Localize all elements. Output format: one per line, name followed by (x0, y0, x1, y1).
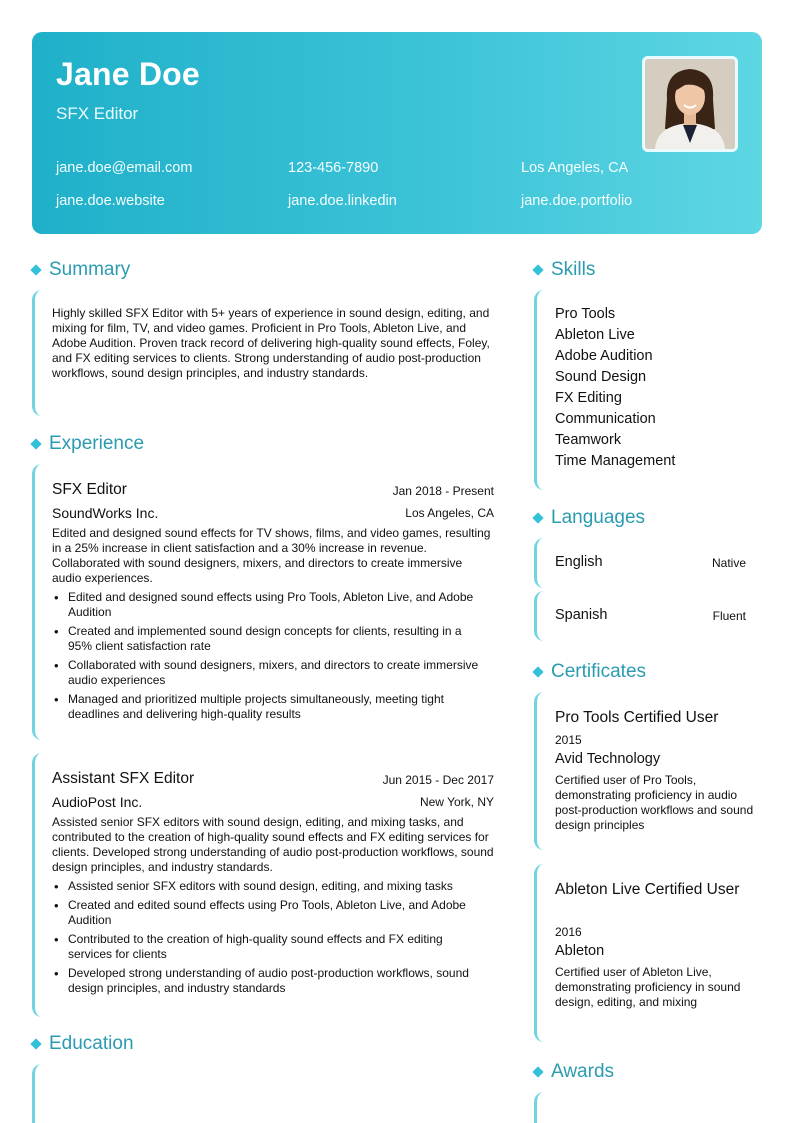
skill-item: Adobe Audition (555, 348, 653, 364)
certificates-heading-label: Certificates (551, 661, 647, 682)
diamond-icon (532, 264, 543, 275)
job-location: Los Angeles, CA (405, 506, 494, 520)
list-item: • Managed and prioritized multiple projects simultaneously, meeting tight deadlines and delivering high-quality results (52, 692, 482, 722)
language-level: Native (711, 556, 746, 570)
skills-heading-label: Skills (551, 259, 596, 280)
summary-text: Highly skilled SFX Editor with 5+ years of experience in sound design, editing, and mixing for film, TV, and video games. Proficient in Pro Tools, Ableton Live, and Adobe Audition. Proven track record of delivering high-quality sound effects, Foley, and FX editing services to clients. Strong understanding of audio post-production workflows, sound design principles, and industry standards. (52, 306, 490, 380)
skill-item: Teamwork (555, 432, 622, 448)
list-item: • Created and edited sound effects using Pro Tools, Ableton Live, and Adobe Audition (52, 898, 482, 928)
certificate-name: Ableton Live Certified User (555, 881, 740, 898)
education-card (32, 1064, 494, 1123)
job-company: SoundWorks Inc. (52, 505, 159, 521)
job-description: Assisted senior SFX editors with sound design, editing, and mixing tasks, and contributed to the creation of high-quality sound effects and FX editing services for clients. Developed strong understanding of audio post-production workflows, sound design principles, and industry standards. (52, 815, 494, 874)
certificate-year: 2015 (555, 733, 582, 747)
skill-item: FX Editing (555, 390, 622, 406)
languages-heading-label: Languages (551, 507, 646, 528)
experience-heading-label: Experience (49, 433, 145, 454)
list-item: • Edited and designed sound effects using Pro Tools, Ableton Live, and Adobe Audition (52, 590, 482, 620)
job-bullets (52, 590, 482, 726)
candidate-name: Jane Doe (56, 56, 200, 92)
diamond-icon (532, 1066, 543, 1077)
awards-heading (534, 1061, 614, 1083)
resume-header (32, 32, 762, 234)
diamond-icon (30, 264, 41, 275)
experience-heading (32, 433, 144, 455)
job-company: AudioPost Inc. (52, 794, 143, 810)
diamond-icon (532, 666, 543, 677)
list-item: • Assisted senior SFX editors with sound design, editing, and mixing tasks (52, 879, 482, 894)
job-description: Edited and designed sound effects for TV shows, films, and video games, resulting in a 25% increase in client satisfaction and a 30% increase in revenue. Collaborated with sound designers, mixers, and directors to create immersive audio experiences. (52, 526, 491, 585)
awards-heading-label: Awards (551, 1061, 615, 1082)
contact-website[interactable]: jane.doe.website (56, 193, 165, 209)
language-name: English (555, 554, 603, 570)
job-dates: Jan 2018 - Present (392, 484, 494, 498)
skill-item: Communication (555, 411, 656, 427)
language-name: Spanish (555, 607, 608, 623)
certificate-year: 2016 (555, 925, 582, 939)
job-dates: Jun 2015 - Dec 2017 (382, 773, 494, 787)
skills-heading (534, 259, 595, 281)
diamond-icon (532, 512, 543, 523)
contact-location: Los Angeles, CA (521, 160, 629, 176)
skill-item: Pro Tools (555, 306, 616, 322)
job-location: New York, NY (419, 795, 494, 809)
candidate-title: SFX Editor (56, 104, 139, 123)
language-level: Fluent (712, 609, 746, 623)
education-heading-label: Education (49, 1033, 134, 1054)
certificate-name: Pro Tools Certified User (555, 709, 719, 726)
certificate-org: Ableton (555, 943, 605, 959)
job-title: Assistant SFX Editor (52, 770, 195, 787)
skill-item: Ableton Live (555, 327, 635, 343)
education-heading (32, 1033, 134, 1055)
job-bullets (52, 879, 482, 1000)
contact-phone[interactable]: 123-456-7890 (288, 160, 379, 176)
contact-linkedin[interactable]: jane.doe.linkedin (288, 193, 397, 209)
certificates-heading (534, 661, 646, 683)
skill-item: Time Management (555, 453, 676, 469)
profile-photo-illustration (645, 59, 735, 149)
summary-heading-label: Summary (49, 259, 131, 280)
list-item: • Collaborated with sound designers, mixers, and directors to create immersive audio experiences (52, 658, 482, 688)
contact-email[interactable]: jane.doe@email.com (56, 160, 193, 176)
languages-heading (534, 507, 645, 529)
certificate-description: Certified user of Pro Tools, demonstrating proficiency in audio post-production workflows and sound design principles (555, 773, 754, 832)
contact-portfolio[interactable]: jane.doe.portfolio (521, 193, 633, 209)
list-item: • Created and implemented sound design concepts for clients, resulting in a 95% client satisfaction rate (52, 624, 482, 654)
profile-photo (642, 56, 738, 152)
list-item: • Contributed to the creation of high-quality sound effects and FX editing services for clients (52, 932, 482, 962)
diamond-icon (30, 438, 41, 449)
skill-item: Sound Design (555, 369, 647, 385)
certificate-org: Avid Technology (555, 751, 661, 767)
list-item: • Developed strong understanding of audio post-production workflows, sound design principles, and industry standards (52, 966, 482, 996)
awards-card (534, 1092, 762, 1123)
summary-heading (32, 259, 130, 281)
diamond-icon (30, 1038, 41, 1049)
certificate-description: Certified user of Ableton Live, demonstrating proficiency in sound design, editing, and mixing (555, 965, 741, 1009)
job-title: SFX Editor (52, 481, 127, 498)
